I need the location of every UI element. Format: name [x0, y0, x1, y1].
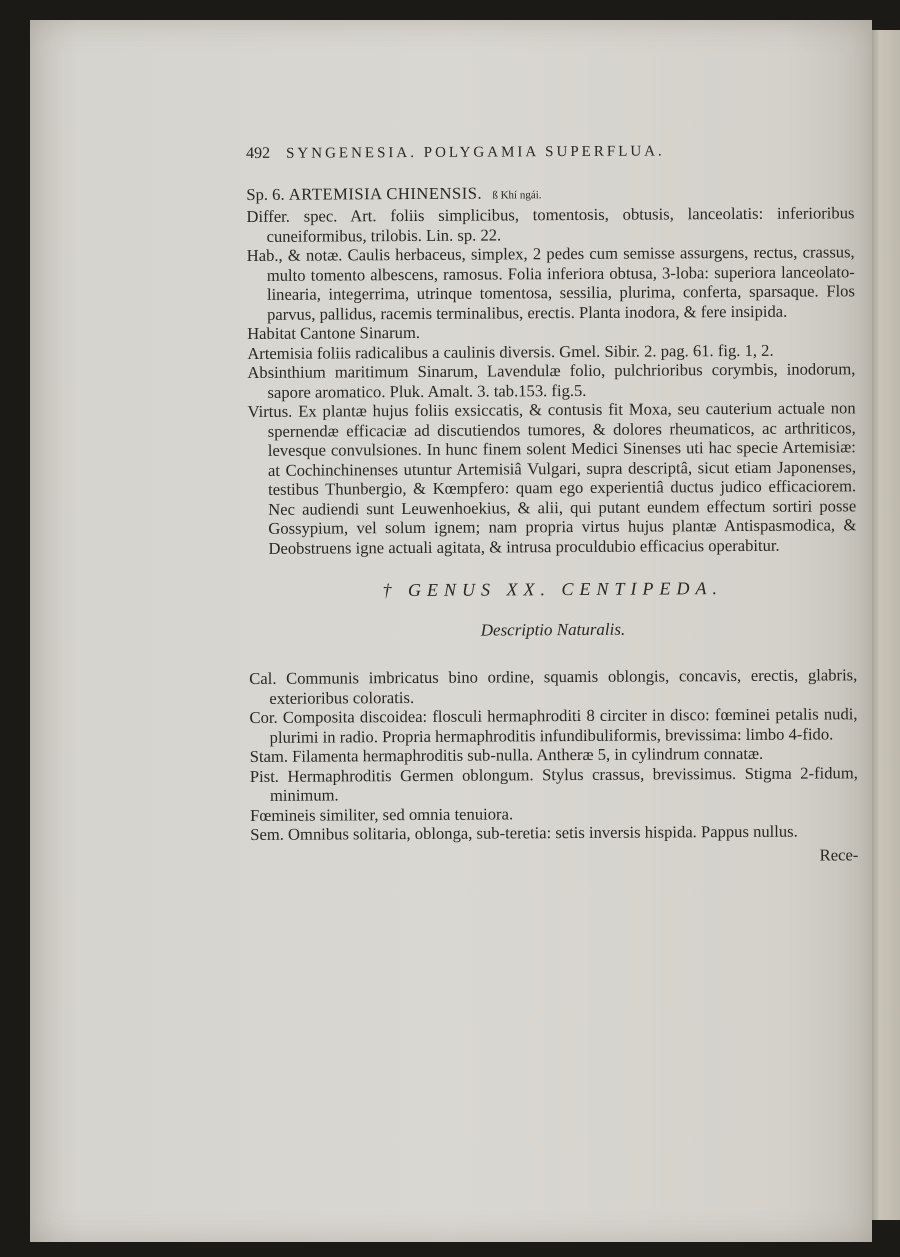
paragraph-habitus: Hab., & notæ. Caulis herbaceus, simplex, 2 pedes cum semisse assurgens, rectus, crassus, multo tomento albescens, ramosus. Folia inferiora obtusa, 3-loba: superiora lanceolato-linearia, integerrima, utrinque tomentosa, sessilia, plurima, conferta, sparsaque. Flos parvus, pallidus, racemis terminalibus, erectis. Planta inodora, & fere insipida.	[246, 242, 855, 324]
paragraph-synonym-plukenet: Absinthium maritimum Sinarum, Lavendulæ folio, pulchrioribus corymbis, inodorum, sapore aromatico. Pluk. Amalt. 3. tab.153. fig.5.	[247, 359, 856, 402]
genus-heading: † GENUS XX. CENTIPEDA.	[382, 578, 724, 601]
description-calyx: Cal. Communis imbricatus bino ordine, squamis oblongis, concavis, erectis, glabris, exterioribus coloratis.	[249, 665, 858, 708]
description-pistil: Pist. Hermaphroditis Germen oblongum. Stylus crassus, brevissimus. Stigma 2-fidum, minimum.	[249, 762, 858, 805]
paragraph-habitat: Habitat Cantone Sinarum.	[247, 322, 421, 343]
running-title: SYNGENESIA. POLYGAMIA SUPERFLUA.	[286, 143, 665, 162]
running-head	[246, 140, 854, 164]
description-feminine: Fœmineis similiter, sed omnia tenuiora.	[250, 803, 514, 825]
catchword: Rece-	[819, 844, 859, 865]
genus-subheading: Descriptio Naturalis.	[480, 619, 626, 640]
species-chinese-name: ß Khí ngái.	[492, 188, 542, 201]
paragraph-synonym-gmelin: Artemisia foliis radicalibus a caulinis diversis. Gmel. Sibir. 2. pag. 61. fig. 1, 2.	[247, 340, 774, 363]
description-seeds: Sem. Omnibus solitaria, oblonga, sub-teretia: setis inversis hispida. Pappus nullus.	[250, 821, 798, 844]
description-corolla: Cor. Composita discoidea: flosculi hermaphroditi 8 circiter in disco: fœminei petalis nudi, plurimi in radio. Propria hermaphroditis infundibuliformis, brevissima: limbo 4-fido.	[249, 704, 858, 747]
page-text	[246, 140, 858, 868]
page-number: 492	[246, 144, 271, 162]
book-page	[30, 20, 872, 1242]
species-label: Sp. 6.	[246, 184, 285, 204]
species-name: ARTEMISIA CHINENSIS.	[288, 183, 483, 204]
paragraph-differentia: Differ. spec. Art. foliis simplicibus, tomentosis, obtusis, lanceolatis: inferioribus cuneiformibus, trilobis. Lin. sp. 22.	[246, 203, 855, 246]
paragraph-virtus: Virtus. Ex plantæ hujus foliis exsiccatis, & contusis fit Moxa, seu cauterium actuale non spernendæ efficaciæ ad discutiendos tumores, & dolores rheumaticos, ac arthriticos, levesque convulsiones. In hunc finem solent Medici Sinenses uti hac specie Artemisiæ: at Cochinchinenses utuntur Artemisiâ Vulgari, supra descriptâ, sicut etiam Japonenses, testibus Thunbergio, & Kœmpfero: quam ego experientiâ ductus judico efficaciorem. Nec audiendi sunt Leuwenhoekius, & alii, qui putant eundem effectum sortiri posse Gossypium, vel solum ignem; nam propria virtus hujus plantæ Antispasmodica, & Deobstruens igne actuali agitata, & intrusa proculdubio efficacius operabitur.	[247, 398, 857, 558]
description-stamens: Stam. Filamenta hermaphroditis sub-nulla. Antheræ 5, in cylindrum connatæ.	[249, 743, 764, 766]
